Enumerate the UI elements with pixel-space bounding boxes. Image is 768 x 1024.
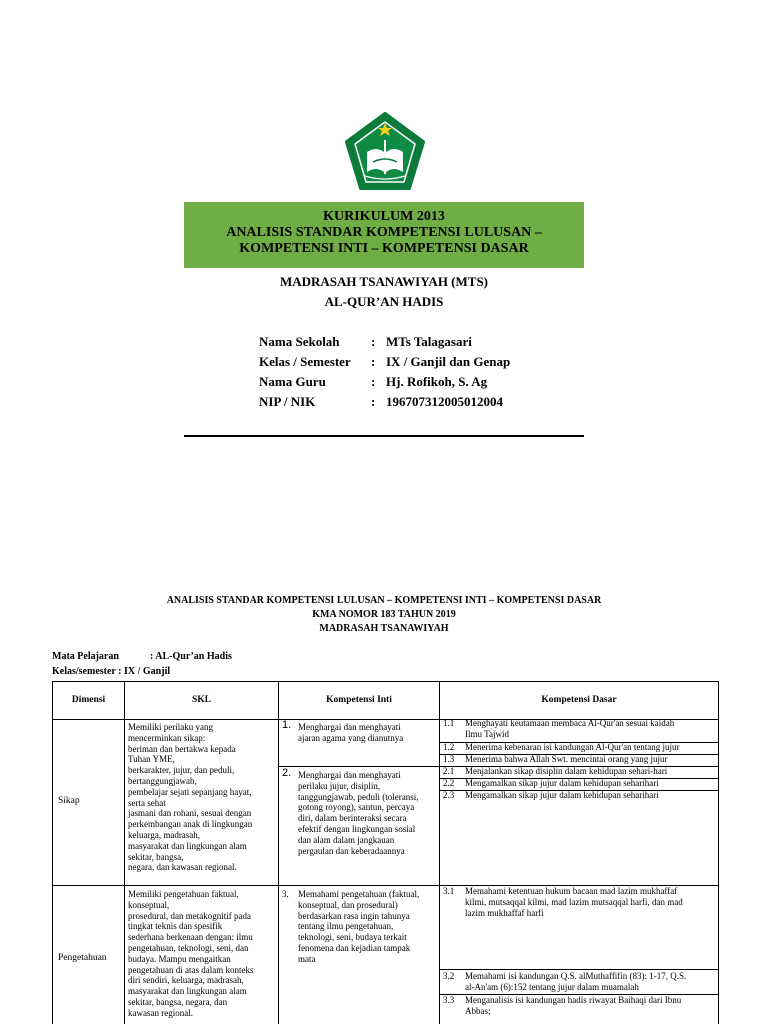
column-divider <box>278 682 279 1024</box>
info-separator: : <box>371 354 376 369</box>
kd-item <box>443 886 717 918</box>
kd-text: Menganalisis isi kandungan hadis riwayat Baihaqi dari Ibnu Abbas; <box>465 995 682 1016</box>
banner-line-1: KURIKULUM 2013 <box>323 209 445 224</box>
kd-divider <box>440 969 718 970</box>
info-value: 196707312005012004 <box>386 394 503 409</box>
info-separator: : <box>371 334 376 349</box>
divider <box>184 435 584 437</box>
kd-item <box>443 742 717 753</box>
ki-number: 2. <box>282 767 292 779</box>
dimension-sikap: Sikap <box>58 796 80 806</box>
ki-text: Menghargai dan menghayati perilaku jujur, disiplin, tanggungjawab, peduli (toleransi, gotong royong), santun, percaya diri, dalam berinteraksi secara efektif dengan lingkungan sosial dan alam dalam jangkauan pergaulan dan keberadaannya <box>298 770 419 856</box>
kd-number: 1.2 <box>443 742 455 752</box>
header-dimensi: Dimensi <box>71 695 106 706</box>
info-value: Hj. Rofikoh, S. Ag <box>386 374 488 389</box>
kd-text: Menjalankan sikap disiplin dalam kehidupan sehari-hari <box>465 766 668 776</box>
subject-title: AL-QUR’AN HADIS <box>324 294 444 309</box>
ki-item <box>282 889 437 965</box>
info-separator: : <box>371 374 376 389</box>
kd-item <box>443 971 717 993</box>
skl-sikap: Memiliki perilaku yang mencerminkan sikap: beriman dan bertakwa kepada Tuhan YME, berkarakter, jujur, dan peduli, bertanggungjawab, pembelajar sejati sepanjang hayat, serta sehat jasmani dan rohani, sesuai dengan perkembangan anak di lingkungan keluarga, madrasah, masyarakat dan lingkungan alam sekitar, bangsa, negara, dan kawasan regional. <box>128 722 253 873</box>
kd-item <box>443 790 717 801</box>
info-label: NIP / NIK <box>259 394 316 409</box>
competency-table <box>52 681 719 1024</box>
ki-text: Menghargai dan menghayati ajaran agama yang dianutnya <box>298 722 404 743</box>
kd-number: 2.2 <box>443 778 455 788</box>
info-label: Nama Guru <box>259 374 326 389</box>
ki-text: Memahami pengetahuan (faktual, konseptual, dan prosedural) berdasarkan rasa ingin tahunya tentang ilmu pengetahuan, teknologi, seni, budaya terkait fenomena dan kejadian tampak mata <box>298 889 420 964</box>
banner-line-2: ANALISIS STANDAR KOMPETENSI LULUSAN – <box>226 225 542 240</box>
subject-value: : AL-Qur’an Hadis <box>150 651 232 662</box>
kd-text: Menerima kebenaran isi kandungan Al-Qur'an tentang jujur <box>465 742 680 752</box>
kd-item <box>443 754 717 765</box>
madrasah-title: MADRASAH TSANAWIYAH (MTS) <box>279 274 489 289</box>
info-value: MTs Talagasari <box>386 334 472 349</box>
column-divider <box>124 682 125 1024</box>
info-separator: : <box>371 394 376 409</box>
skl-pengetahuan: Memiliki pengetahuan faktual, konseptual, prosedural, dan metakognitif pada tingkat teknis dan spesifik sederhana berkenaan dengan: ilmu pengetahuan, teknologi, seni, dan budaya. Mampu mengaitkan pengetahuan di atas dalam konteks diri sendiri, keluarga, madrasah, masyarakat dan lingkungan alam sekitar, bangsa, negara, dan kawasan regional. <box>128 889 254 1018</box>
kd-number: 2.3 <box>443 790 455 800</box>
info-label: Kelas / Semester <box>259 354 351 369</box>
subject-label: Mata Pelajaran <box>52 651 119 662</box>
header-skl: SKL <box>191 695 211 706</box>
kd-text: Memahami ketentuan hukum bacaan mad lazim mukhaffaf kilmi, mutsaqqal kilmi, mad lazim mutsaqqal harfi, dan mad lazim mukhaffaf harfi <box>465 886 683 918</box>
kd-item <box>443 718 717 740</box>
kd-text: Mengamalkan sikap jujur dalam kehidupan seharihari <box>465 778 659 788</box>
subject-meta <box>52 651 232 662</box>
kd-item <box>443 778 717 789</box>
kd-number: 3.3 <box>443 995 455 1005</box>
curriculum-banner <box>184 202 584 268</box>
dimension-pengetahuan: Pengetahuan <box>58 953 107 963</box>
kd-number: 3.2 <box>443 971 455 981</box>
madrasah-logo <box>343 112 427 192</box>
class-meta: Kelas/semester : IX / Ganjil <box>52 666 171 677</box>
kd-text: Menghayati keutamaan membaca Al-Qur'an sesuai kaidah Ilmu Tajwid <box>465 718 675 739</box>
kd-item <box>443 995 717 1017</box>
section-subtitle: KMA NOMOR 183 TAHUN 2019 <box>312 609 456 620</box>
kd-item <box>443 766 717 777</box>
ki-item <box>282 768 437 856</box>
info-value: IX / Ganjil dan Genap <box>386 354 511 369</box>
ki-divider <box>279 766 439 767</box>
section-title: ANALISIS STANDAR KOMPETENSI LULUSAN – KOMPETENSI INTI – KOMPETENSI DASAR <box>166 595 602 606</box>
kd-number: 3.1 <box>443 886 455 896</box>
kd-text: Mengamalkan sikap jujur dalam kehidupan seharihari <box>465 790 659 800</box>
kd-number: 1.1 <box>443 718 455 728</box>
info-label: Nama Sekolah <box>259 334 340 349</box>
kd-number: 2.1 <box>443 766 455 776</box>
ki-number: 1. <box>282 719 292 731</box>
banner-line-3: KOMPETENSI INTI – KOMPETENSI DASAR <box>239 241 529 256</box>
kd-text: Memahami isi kandungan Q.S. alMuthaffifin (83): 1-17, Q.S. al-An'am (6):152 tentang jujur dalam muamalah <box>465 971 687 992</box>
column-divider <box>439 682 440 1024</box>
kd-number: 1.3 <box>443 754 455 764</box>
ki-item <box>282 720 437 744</box>
header-kompetensi-inti: Kompetensi Inti <box>326 695 392 706</box>
header-kompetensi-dasar: Kompetensi Dasar <box>541 695 617 706</box>
section-subtitle-2: MADRASAH TSANAWIYAH <box>319 623 449 634</box>
kd-text: Menerima bahwa Allah Swt. mencintai orang yang jujur <box>465 754 668 764</box>
ki-number: 3. <box>282 889 289 899</box>
